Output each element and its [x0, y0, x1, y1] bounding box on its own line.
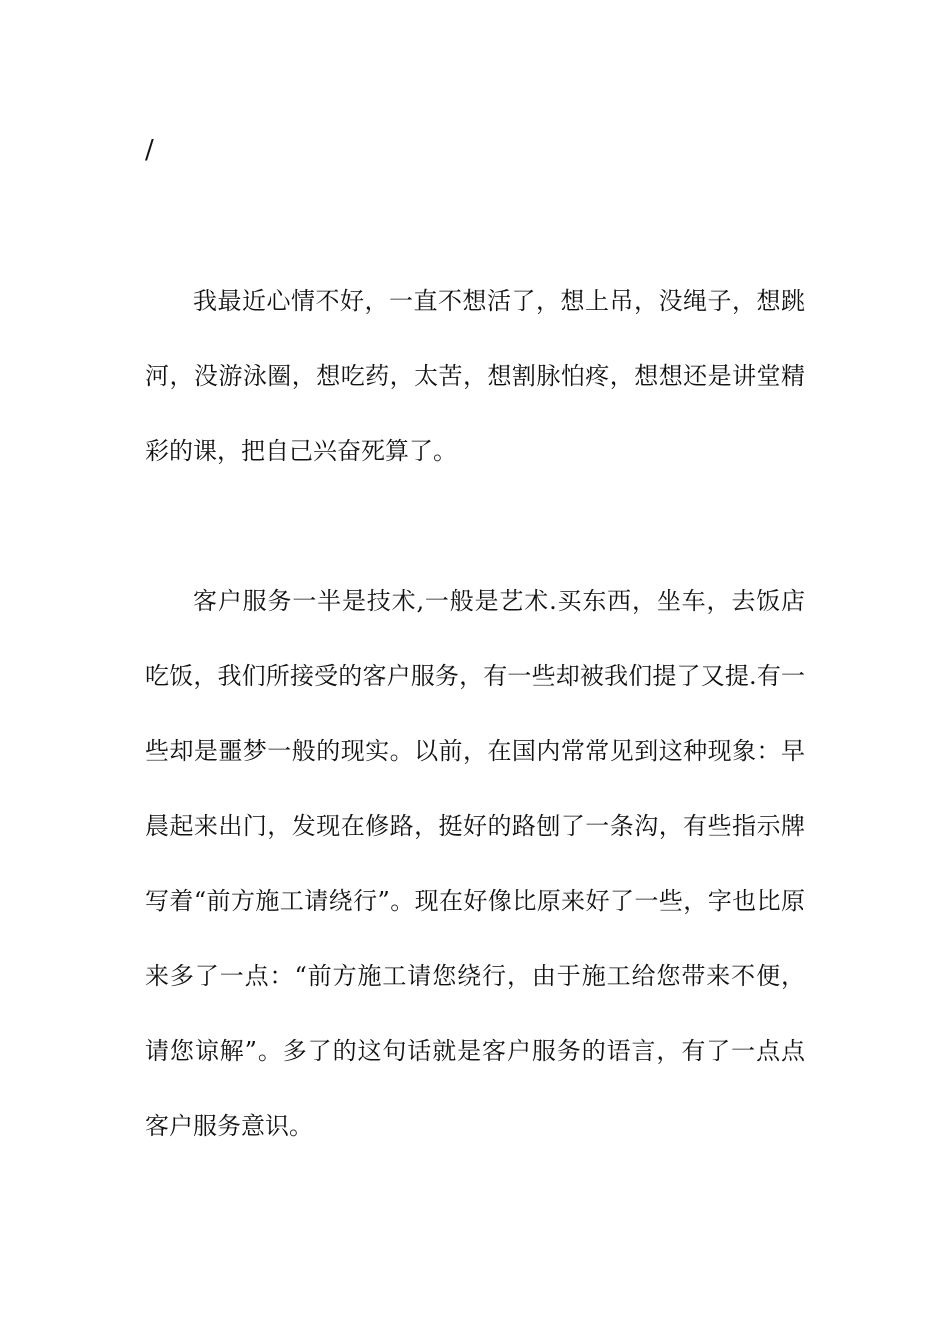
paragraph-2: 客户服务一半是技术,一般是艺术.买东西，坐车，去饭店吃饭，我们所接受的客户服务，有一些却被我们提了又提.有一些却是噩梦一般的现实。以前，在国内常常见到这种现象：早晨起来出门，发现在修路，挺好的路刨了一条沟，有些指示牌写着“前方施工请绕行”。现在好像比原来好了一些，字也比原来多了一点：“前方施工请您绕行，由于施工给您带来不便，请您谅解”。多了的这句话就是客户服务的语言，有了一点点客户服务意识。	[145, 587, 805, 1140]
header-mark: /	[145, 135, 154, 165]
paragraph-1: 我最近心情不好，一直不想活了，想上吊，没绳子，想跳河，没游泳圈，想吃药，太苦，想割脉怕疼，想想还是讲堂精彩的课，把自己兴奋死算了。	[145, 287, 805, 465]
